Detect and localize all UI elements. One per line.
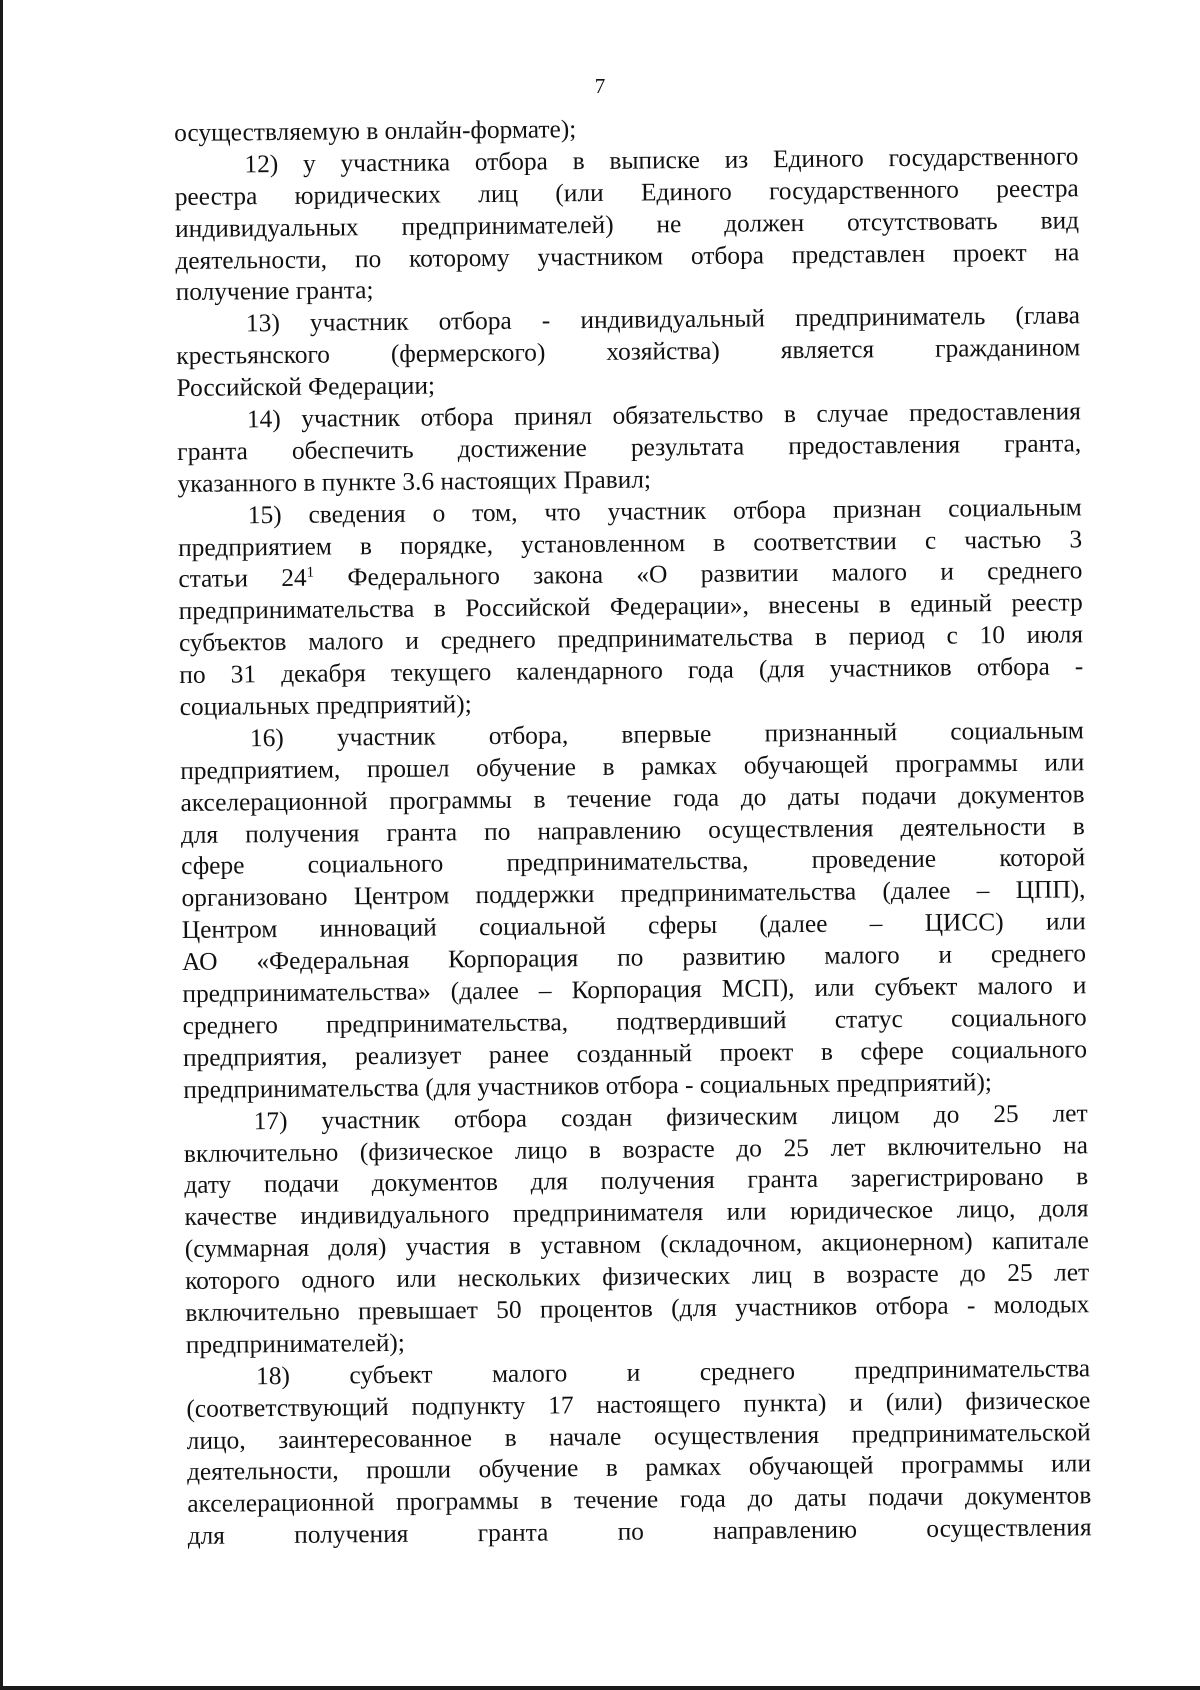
text-line: реестра юридических лиц (или Единого государственного реестра [174, 174, 1079, 211]
text-line: среднего предпринимательства, подтвердивший статус социального [182, 1003, 1087, 1040]
text-line: деятельности, по которому участником отбора представлен проект на [175, 237, 1080, 275]
superscript: 1 [306, 565, 315, 582]
text-line: предприятием в порядке, установленном в соответствии с частью 3 [177, 524, 1083, 562]
text-line: индивидуальных предпринимателей) не должен отсутствовать вид [174, 205, 1080, 243]
text-line: осуществляемую в онлайн-формате); [174, 115, 577, 147]
scan-bottom-edge [0, 1686, 1200, 1690]
text-line: 13) участник отбора - индивидуальный предприниматель (глава [245, 301, 1081, 338]
text-line: акселерационной программы в течение года до даты подачи документов [187, 1481, 1092, 1519]
text-line: дату подачи документов для получения гранта зарегистрировано в [184, 1162, 1089, 1200]
page-number: 7 [594, 74, 606, 98]
text-line: которого одного или нескольких физических лиц в возрасте до 25 лет [185, 1258, 1090, 1296]
text-line: деятельности, прошли обучение в рамках обучающей программы или [186, 1449, 1092, 1487]
text-line: по 31 декабря текущего календарного года (для участников отбора - [179, 652, 1084, 690]
text-line: предпринимательства в Российской Федерации», внесены в единый реестр [178, 588, 1083, 626]
text-line: (суммарная доля) участия в уставном (складочном, акционерном) капитале [184, 1226, 1089, 1264]
text-line: сфере социального предпринимательства, проведение которой [181, 843, 1086, 881]
text-line: 17) участник отбора создан физическим лицом до 25 лет [253, 1098, 1088, 1135]
text-line: качестве индивидуального предпринимателя или юридическое лицо, доля [184, 1194, 1089, 1232]
text-line: лицо, заинтересованное в начале осуществления предпринимательской [186, 1417, 1091, 1455]
text-line: предприятием, прошел обучение в рамках обучающей программы или [180, 748, 1085, 785]
text-line: организовано Центром поддержки предпринимательства (далее – ЦПП), [181, 875, 1086, 913]
text-line: получение гранта; [175, 276, 374, 307]
text-line: для получения гранта по направлению осуществления [187, 1513, 1092, 1551]
text-line: включительно превышает 50 процентов (для участников отбора - молодых [185, 1290, 1090, 1327]
text-line: социальных предприятий); [179, 690, 472, 722]
text-line: включительно (физическое лицо в возрасте до 25 лет включительно на [183, 1130, 1089, 1168]
text-line: предпринимательства» (далее – Корпорация МСП), или субъект малого и [182, 971, 1087, 1009]
text-line: предпринимательства (для участников отбора - социальных предприятий); [183, 1067, 993, 1104]
text-line: акселерационной программы в течение года до даты подачи документов [180, 779, 1085, 817]
text-line: 15) сведения о том, что участник отбора признан социальным [247, 492, 1082, 529]
text-line: АО «Федеральная Корпорация по развитию малого и среднего [181, 939, 1087, 977]
text-line: предприятия, реализует ранее созданный проект в сфере социального [182, 1035, 1088, 1072]
text-line: Центром инноваций социальной сферы (далее – ЦИСС) или [181, 907, 1086, 945]
scan-left-edge [0, 0, 3, 1690]
text-line: крестьянского (фермерского) хозяйства) является гражданином [176, 333, 1081, 371]
text-line: 12) у участника отбора в выписке из Единого государственного [244, 142, 1079, 179]
text-line: (соответствующий подпункту 17 настоящего пункта) и (или) физическое [186, 1385, 1091, 1423]
text-line: 18) субъект малого и среднего предпринимательства [255, 1353, 1091, 1391]
text-fragment: Федерального закона «О развитии малого и среднего [314, 556, 1083, 593]
text-line: для получения гранта по направлению осуществления деятельности в [180, 811, 1085, 849]
text-line: гранта обеспечить достижение результата предоставления гранта, [177, 429, 1082, 466]
text-line: указанного в пункте 3.6 настоящих Правил; [177, 465, 652, 498]
document-body [174, 109, 1092, 1553]
text-line: 14) участник отбора принял обязательство в случае предоставления [246, 397, 1081, 434]
text-line: 16) участник отбора, впервые признанный социальным [249, 716, 1085, 753]
text-line: Российской Федерации; [176, 371, 436, 403]
text-line: субъектов малого и среднего предпринимательства в период с 10 июля [178, 620, 1084, 658]
text-line: предпринимателей); [185, 1328, 405, 1359]
text-fragment: статьи 24 [178, 564, 307, 594]
